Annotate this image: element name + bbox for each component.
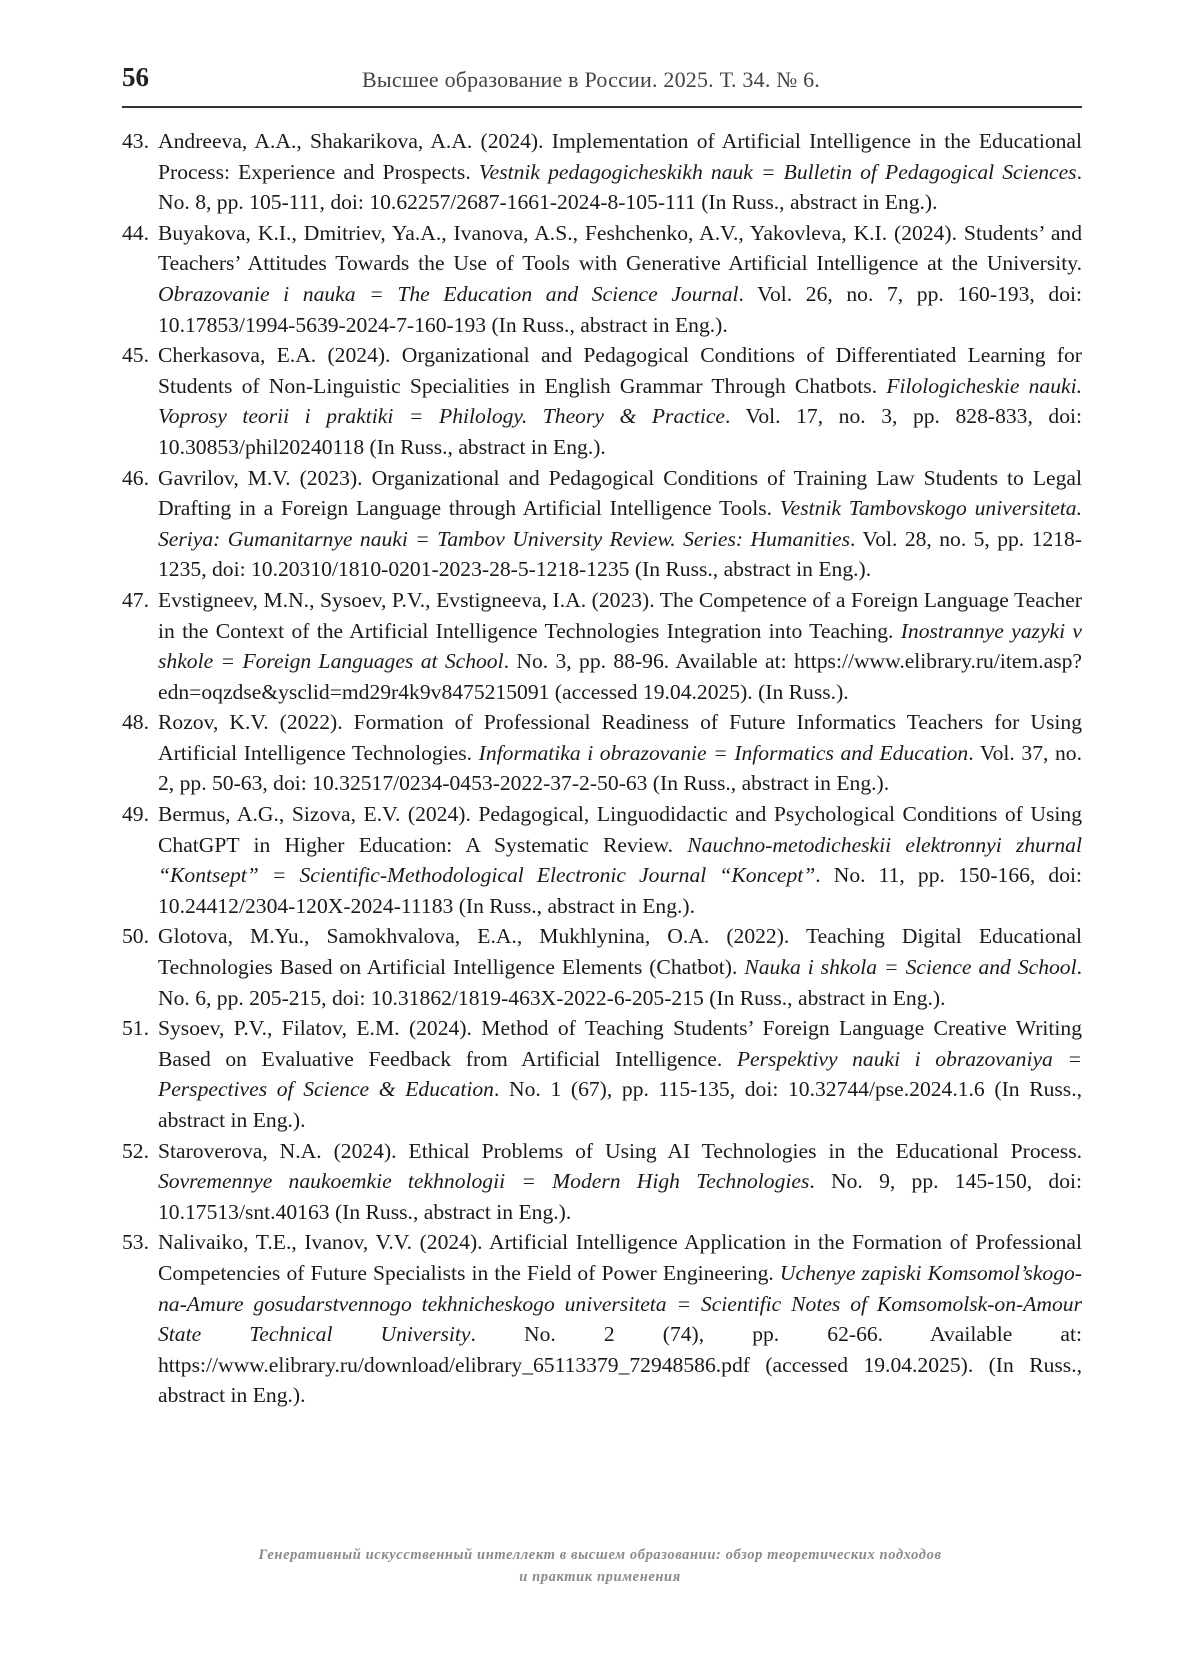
reference-authors-title: Glotova, M.Yu., Samokhvalova, E.A., Mukhlynina, O.A. (2022). Teaching Digital Educational Technologies Based on Artificial Intelligence Elements (Chatbot). [158, 924, 1082, 980]
reference-details: . Vol. 17, no. 3, pp. 828-833, doi: 10.30853/phil20240118 (In Russ., abstract in Eng.). [158, 404, 1083, 459]
reference-details: . No. 1 (67), pp. 115-135, doi: 10.32744/pse.2024.1.6 (In Russ., abstract in Eng.). [158, 1077, 1082, 1132]
footer-line-2: и практик применения [519, 1569, 681, 1585]
reference-number: 47. [122, 587, 149, 612]
reference-authors-title: Nalivaiko, T.E., Ivanov, V.V. (2024). Artificial Intelligence Application in the Formation of Professional Competencies of Future Specialists in the Field of Power Engineering. [158, 1230, 1082, 1285]
reference-details: . No. 6, pp. 205-215, doi: 10.31862/1819-463X-2022-6-205-215 (In Russ., abstract in Eng.). [158, 955, 1083, 1010]
reference-details: . Vol. 37, no. 2, pp. 50-63, doi: 10.32517/0234-0453-2022-37-2-50-63 (In Russ., abstract in Eng.). [158, 740, 1082, 796]
reference-item [122, 921, 1082, 1013]
reference-number: 48. [122, 710, 149, 735]
reference-details: . No. 11, pp. 150-166, doi: 10.24412/2304-120X-2024-11183 (In Russ., abstract in Eng.). [158, 863, 1082, 918]
reference-source: Inostrannye yazyki v shkole = Foreign Languages at School [158, 618, 1083, 674]
reference-authors-title: Cherkasova, E.A. (2024). Organizational and Pedagogical Conditions of Differentiated Learning for Students of Non-Linguistic Specialities in English Grammar Through Chatbots. [158, 343, 1082, 398]
page-number: 56 [122, 62, 149, 92]
reference-number: 46. [122, 465, 149, 490]
reference-details: . No. 8, pp. 105-111, doi: 10.62257/2687-1661-2024-8-105-111 (In Russ., abstract in Eng.). [158, 159, 1082, 215]
reference-item [122, 1136, 1082, 1228]
running-footer [0, 1544, 1200, 1588]
reference-source: Vestnik Tambovskogo universiteta. Seriya: Gumanitarnye nauki = Tambov University Review. Series: Humanities [158, 496, 1082, 551]
reference-authors-title: Rozov, K.V. (2022). Formation of Professional Readiness of Future Informatics Teachers for Using Artificial Intelligence Technologies. [158, 710, 1082, 765]
reference-source: Nauka i shkola = Science and School [744, 955, 1077, 980]
reference-details: . No. 9, pp. 145-150, doi: 10.17513/snt.40163 (In Russ., abstract in Eng.). [158, 1169, 1082, 1224]
journal-title: Высшее образование в России. 2025. Т. 34. № 6. [362, 67, 821, 92]
reference-authors-title: Sysoev, P.V., Filatov, E.M. (2024). Method of Teaching Students’ Foreign Language Creative Writing Based on Evaluative Feedback from Artificial Intelligence. [158, 1016, 1082, 1071]
reference-number: 51. [122, 1016, 149, 1041]
reference-number: 44. [122, 220, 149, 245]
reference-item [122, 218, 1082, 340]
reference-details: . No. 2 (74), pp. 62-66. Available at: https://www.elibrary.ru/download/elibrary_65113379_72948586.pdf (accessed 19.04.2025). (In Russ., abstract in Eng.). [158, 1322, 1082, 1408]
reference-details: . No. 3, pp. 88-96. Available at: https://www.elibrary.ru/item.asp?edn=oqzdse&ysclid=md29r4k9v8475215091 (accessed 19.04.2025). (In Russ.). [158, 649, 1082, 704]
reference-source: Uchenye zapiski Komsomol’skogo-na-Amure gosudarstvennogo tekhnicheskogo universiteta = Scientific Notes of Komsomolsk-on-Amour State Technical University [158, 1260, 1082, 1347]
reference-authors-title: Staroverova, N.A. (2024). Ethical Problems of Using AI Technologies in the Educational Process. [158, 1138, 1082, 1163]
reference-item [122, 1227, 1082, 1411]
reference-item [122, 463, 1082, 585]
reference-source: Informatika i obrazovanie = Informatics and Education [478, 740, 969, 765]
reference-item [122, 585, 1082, 707]
reference-source: Vestnik pedagogicheskikh nauk = Bulletin of Pedagogical Sciences [478, 159, 1077, 184]
reference-source: Sovremennye naukoemkie tekhnologii = Modern High Technologies [158, 1169, 810, 1194]
reference-number: 45. [122, 343, 149, 368]
reference-item [122, 799, 1082, 921]
page-header [122, 58, 1082, 108]
reference-list [122, 126, 1082, 1411]
footer-line-1: Генеративный искусственный интеллект в высшем образовании: обзор теоретических подходов [258, 1547, 942, 1563]
reference-authors-title: Bermus, A.G., Sizova, E.V. (2024). Pedagogical, Linguodidactic and Psychological Conditions of Using ChatGPT in Higher Education: A Systematic Review. [158, 802, 1082, 857]
reference-details: . Vol. 26, no. 7, pp. 160-193, doi: 10.17853/1994-5639-2024-7-160-193 (In Russ., abstract in Eng.). [158, 281, 1083, 337]
reference-source: Perspektivy nauki i obrazovaniya = Perspectives of Science & Education [158, 1046, 1082, 1102]
reference-number: 50. [122, 924, 149, 949]
reference-number: 43. [122, 129, 149, 153]
reference-source: Filologicheskie nauki. Voprosy teorii i praktiki = Philology. Theory & Practice [158, 373, 1082, 429]
reference-number: 53. [122, 1230, 149, 1255]
reference-authors-title: Gavrilov, M.V. (2023). Organizational and Pedagogical Conditions of Training Law Students to Legal Drafting in a Foreign Language through Artificial Intelligence Tools. [158, 465, 1082, 521]
reference-authors-title: Buyakova, K.I., Dmitriev, Ya.A., Ivanova, A.S., Feshchenko, A.V., Yakovleva, K.I. (2024). Students’ and Teachers’ Attitudes Towards the Use of Tools with Generative Artificial Intelligence at the University. [158, 220, 1082, 276]
reference-details: . Vol. 28, no. 5, pp. 1218-1235, doi: 10.20310/1810-0201-2023-28-5-1218-1235 (In Russ., abstract in Eng.). [158, 526, 1082, 582]
reference-authors-title: Andreeva, A.A., Shakarikova, A.A. (2024). Implementation of Artificial Intelligence in the Educational Process: Experience and Prospects. [158, 129, 1082, 184]
reference-source: Nauchno-metodicheskii elektronnyi zhurnal “Kontsept” = Scientific-Methodological Electronic Journal “Koncept” [158, 832, 1082, 888]
reference-item [122, 126, 1082, 218]
reference-item [122, 1013, 1082, 1135]
reference-authors-title: Evstigneev, M.N., Sysoev, P.V., Evstigneeva, I.A. (2023). The Competence of a Foreign Language Teacher in the Context of the Artificial Intelligence Technologies Integration into Teaching. [158, 587, 1082, 643]
reference-number: 49. [122, 802, 149, 827]
reference-number: 52. [122, 1138, 149, 1163]
reference-item [122, 340, 1082, 462]
reference-item [122, 707, 1082, 799]
reference-source: Obrazovanie i nauka = The Education and Science Journal [158, 281, 739, 306]
